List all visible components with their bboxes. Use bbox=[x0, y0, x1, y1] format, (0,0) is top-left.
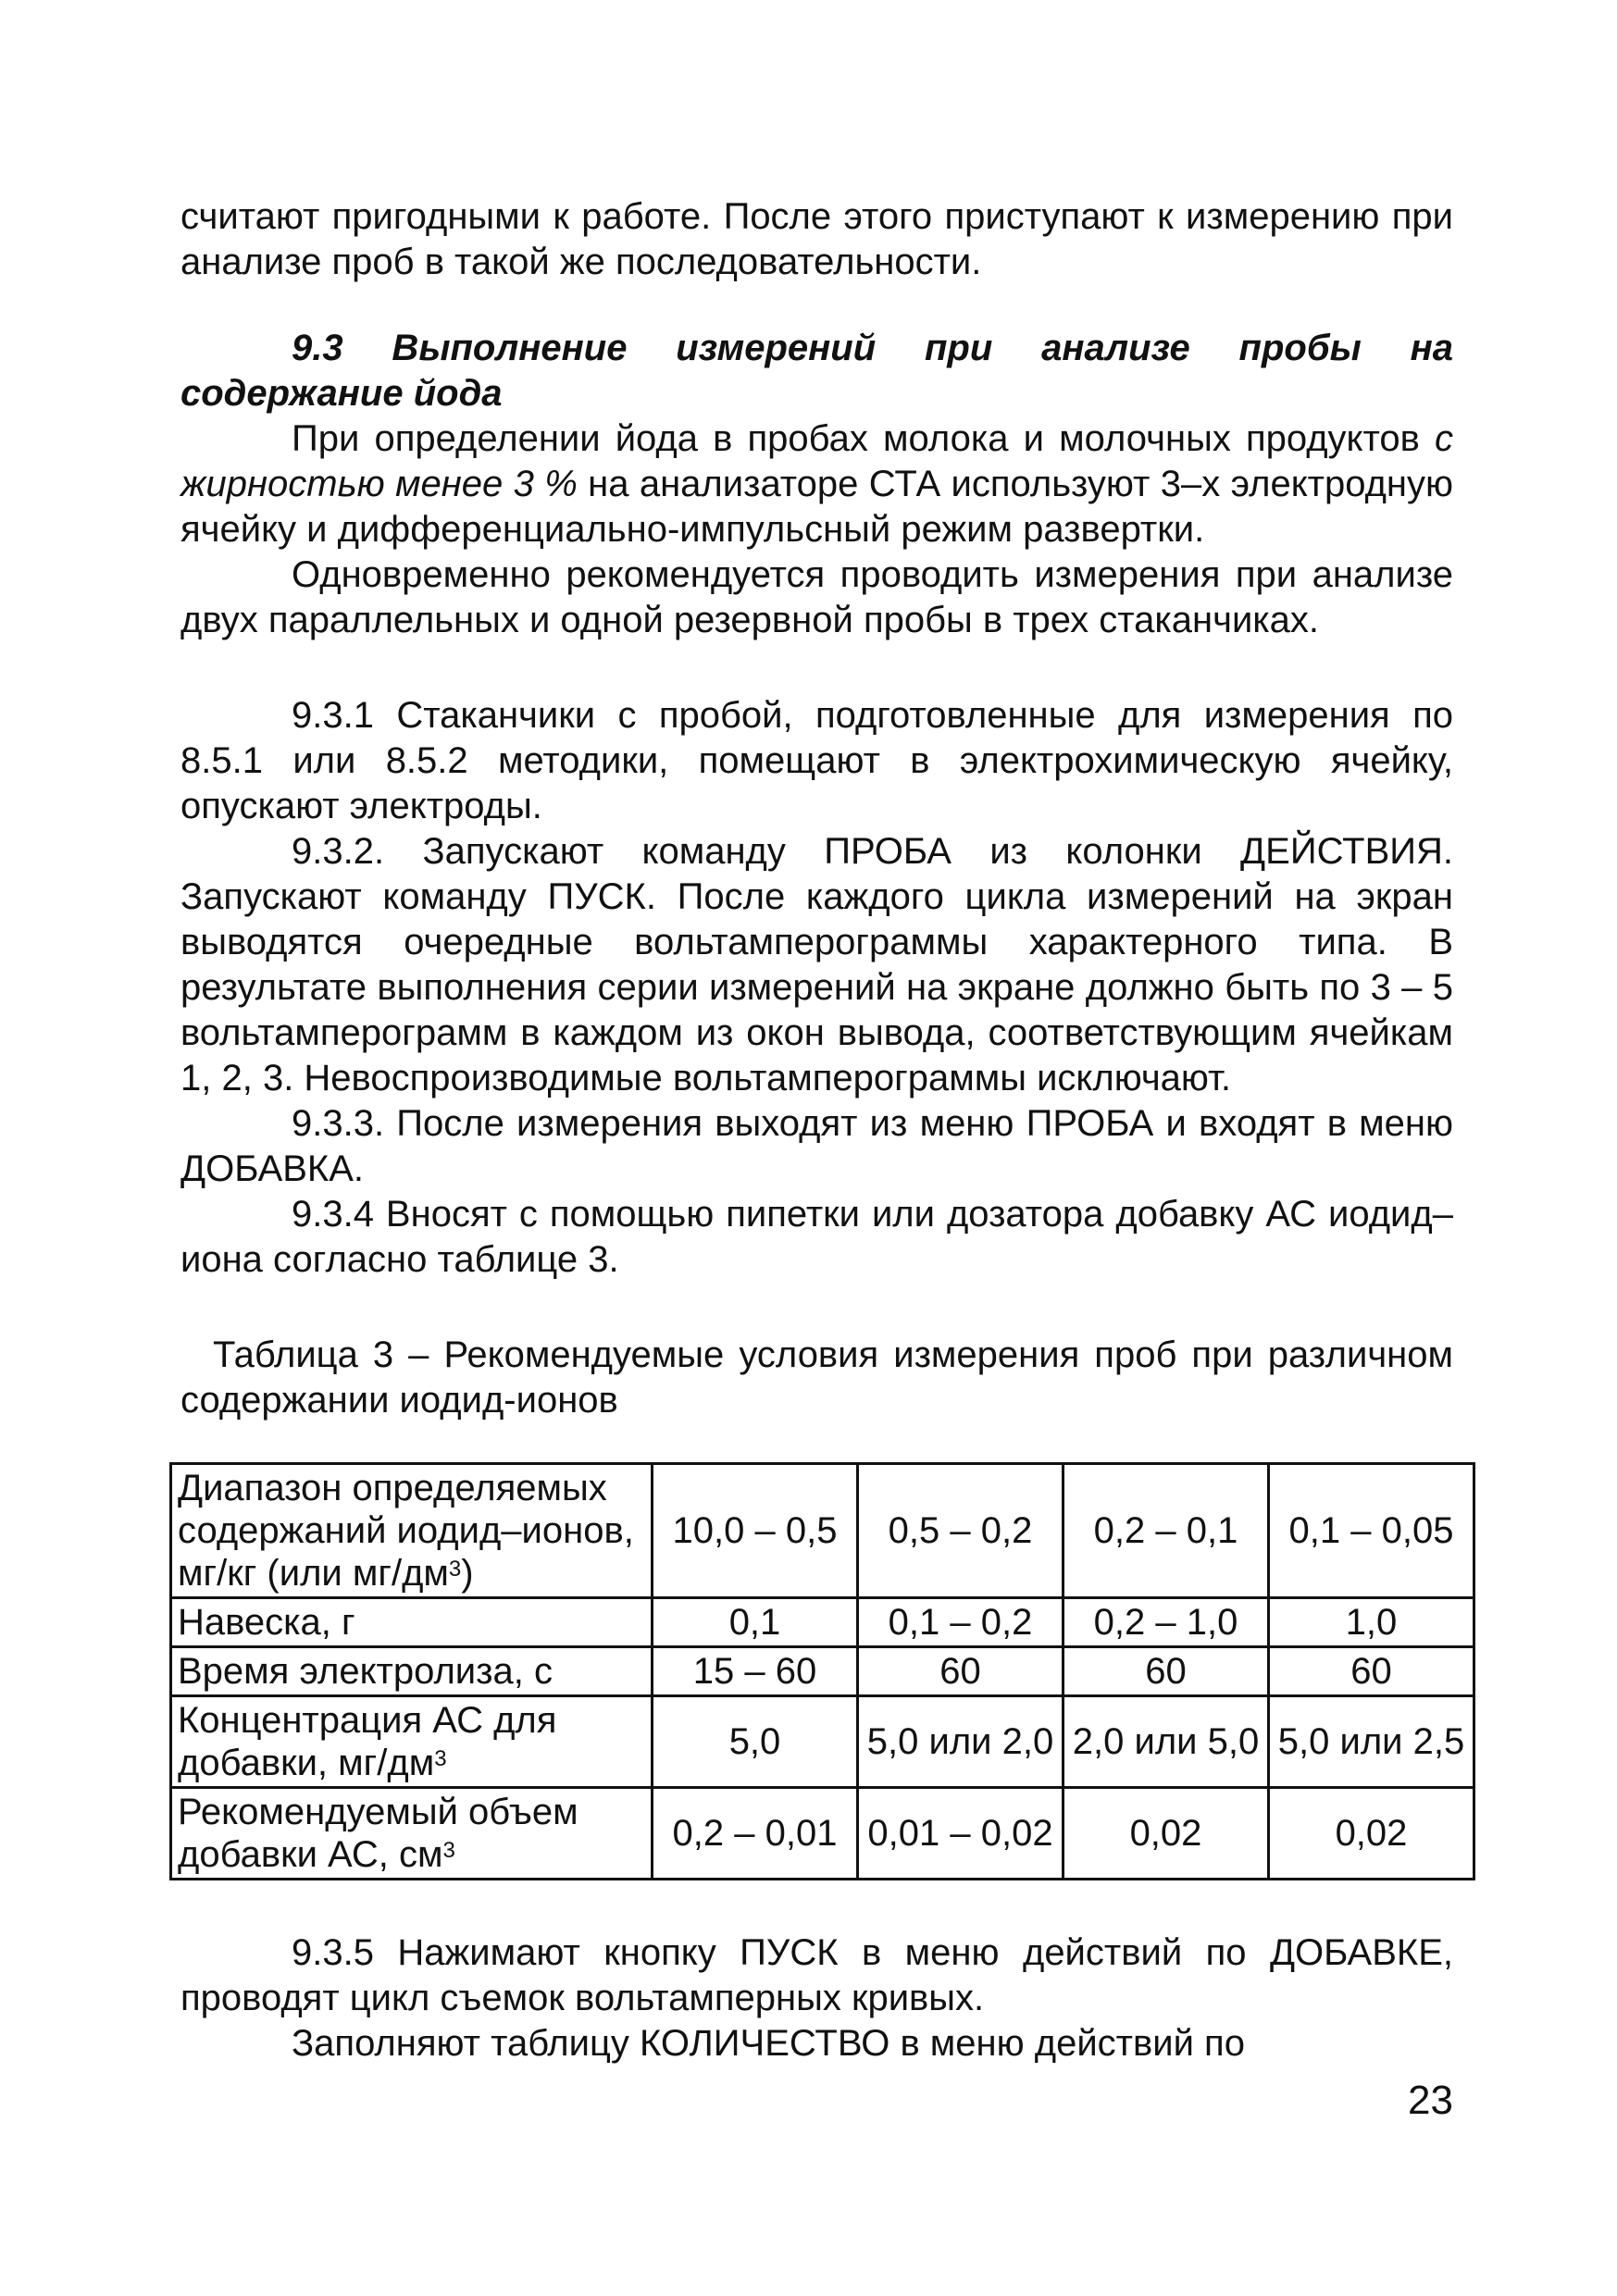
table-cell: 60 bbox=[1269, 1647, 1474, 1696]
table-row bbox=[171, 1647, 1474, 1696]
table-cell: 0,5 – 0,2 bbox=[858, 1464, 1063, 1598]
label-text: ) bbox=[461, 1553, 474, 1594]
step-9-3-5: 9.3.5 Нажимают кнопку ПУСК в меню действий по ДОБАВКЕ, проводят цикл съемок вольтамперных кривых. bbox=[180, 1932, 1453, 2018]
fill-paragraph: Заполняют таблицу КОЛИЧЕСТВО в меню действий по bbox=[292, 2023, 1245, 2064]
table-cell: 15 – 60 bbox=[653, 1647, 858, 1696]
table-cell: 10,0 – 0,5 bbox=[653, 1464, 858, 1598]
table-cell: 0,2 – 0,1 bbox=[1063, 1464, 1269, 1598]
page-number: 23 bbox=[1408, 2078, 1453, 2123]
table-cell: 0,2 – 1,0 bbox=[1063, 1598, 1269, 1647]
table-cell: 0,02 bbox=[1063, 1788, 1269, 1880]
table-cell: 2,0 или 5,0 bbox=[1063, 1696, 1269, 1788]
conditions-table bbox=[169, 1462, 1475, 1880]
row-label: Время электролиза, с bbox=[171, 1647, 653, 1696]
label-text: Диапазон определяемых содержаний иодид–ионов, мг/кг (или мг/дм bbox=[178, 1468, 634, 1594]
italic-span: с жирностью менее 3 % bbox=[180, 418, 1453, 504]
row-label bbox=[171, 1696, 653, 1788]
table-cell: 0,01 – 0,02 bbox=[858, 1788, 1063, 1880]
table-cell: 0,1 – 0,05 bbox=[1269, 1464, 1474, 1598]
table-row bbox=[171, 1598, 1474, 1647]
table-cell: 0,1 – 0,2 bbox=[858, 1598, 1063, 1647]
text-span: на анализаторе СТА используют 3–х электродную ячейку и дифференциально-импульсный режим развертки. bbox=[180, 464, 1454, 550]
label-text: Концентрация АС для добавки, мг/дм bbox=[178, 1700, 557, 1783]
table-row bbox=[171, 1464, 1474, 1598]
document-page bbox=[178, 194, 1465, 2066]
table-row bbox=[171, 1788, 1474, 1880]
step-9-3-1: 9.3.1 Стаканчики с пробой, подготовленные для измерения по 8.5.1 или 8.5.2 методики, помещают в электрохимическую ячейку, опускают электроды. bbox=[180, 695, 1453, 826]
intro-paragraph: считают пригодными к работе. После этого приступают к измерению при анализе проб в такой же последовательности. bbox=[180, 196, 1453, 282]
text-span: При определении йода в пробах молока и молочных продуктов bbox=[292, 418, 1435, 459]
step-9-3-4: 9.3.4 Вносят с помощью пипетки или дозатора добавку АС иодид–иона согласно таблице 3. bbox=[180, 1194, 1453, 1280]
table-caption: Таблица 3 – Рекомендуемые условия измерения проб при различном содержании иодид-ионов bbox=[180, 1334, 1453, 1421]
table-cell: 0,02 bbox=[1269, 1788, 1474, 1880]
section-paragraph-2: Одновременно рекомендуется проводить измерения при анализе двух параллельных и одной резервной пробы в трех стаканчиках. bbox=[180, 554, 1453, 640]
row-label bbox=[171, 1464, 653, 1598]
table-cell: 1,0 bbox=[1269, 1598, 1474, 1647]
row-label bbox=[171, 1788, 653, 1880]
section-heading: 9.3 Выполнение измерений при анализе пробы на содержание йода bbox=[180, 328, 1453, 414]
step-9-3-2: 9.3.2. Запускают команду ПРОБА из колонки ДЕЙСТВИЯ. Запускают команду ПУСК. После каждого цикла измерений на экран выводятся очередные вольтамперограммы характерного типа. В результате выполнения серии измерений на экране должно быть по 3 – 5 вольтамперограмм в каждом из окон вывода, соответствующим ячейкам 1, 2, 3. Невоспроизводимые вольтамперограммы исключают. bbox=[180, 831, 1453, 1098]
superscript: 3 bbox=[442, 1838, 455, 1863]
step-9-3-3: 9.3.3. После измерения выходят из меню ПРОБА и входят в меню ДОБАВКА. bbox=[180, 1103, 1453, 1189]
table-row bbox=[171, 1696, 1474, 1788]
table-cell: 0,1 bbox=[653, 1598, 858, 1647]
section-paragraph-1 bbox=[180, 416, 1453, 552]
table-cell: 60 bbox=[1063, 1647, 1269, 1696]
table-cell: 5,0 или 2,0 bbox=[858, 1696, 1063, 1788]
superscript: 3 bbox=[434, 1746, 447, 1771]
table-cell: 0,2 – 0,01 bbox=[653, 1788, 858, 1880]
row-label: Навеска, г bbox=[171, 1598, 653, 1647]
table-cell: 5,0 или 2,5 bbox=[1269, 1696, 1474, 1788]
table-cell: 5,0 bbox=[653, 1696, 858, 1788]
label-text: Рекомендуемый объем добавки АС, см bbox=[178, 1792, 578, 1875]
table-cell: 60 bbox=[858, 1647, 1063, 1696]
superscript: 3 bbox=[448, 1557, 462, 1582]
